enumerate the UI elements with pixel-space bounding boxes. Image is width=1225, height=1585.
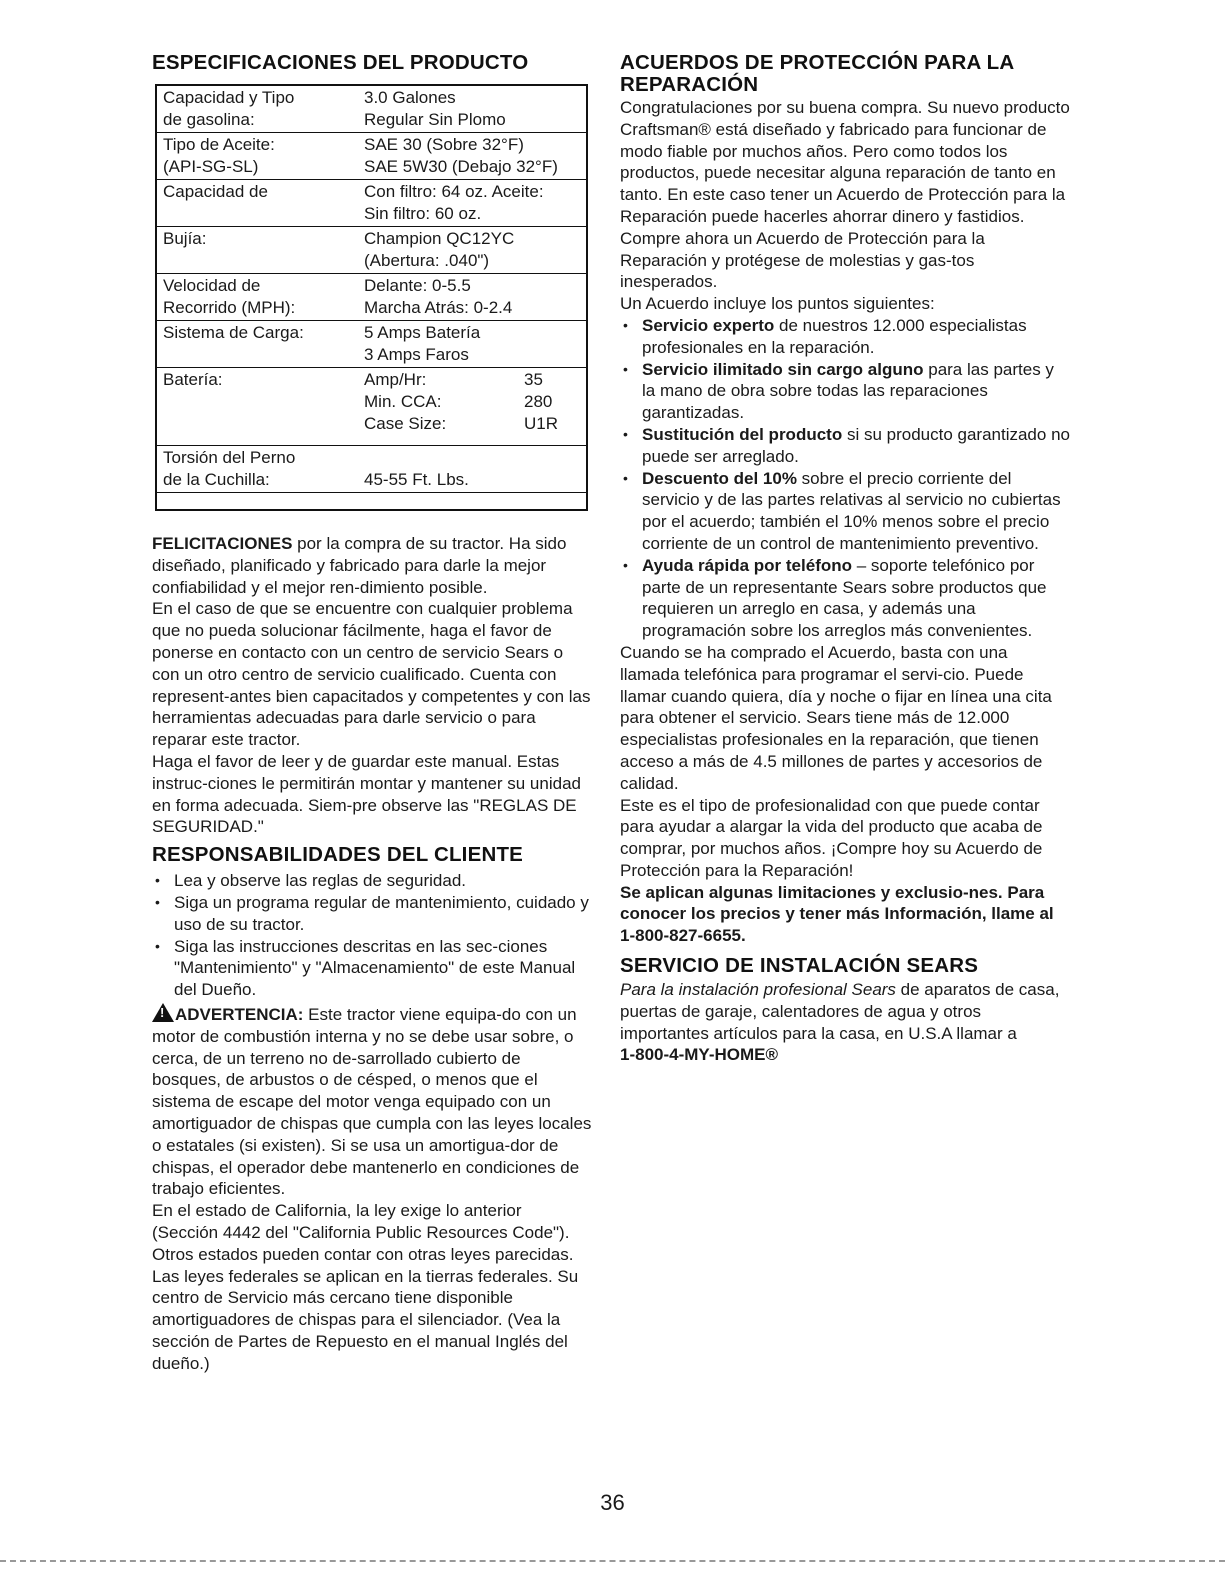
- spec-title: ESPECIFICACIONES DEL PRODUCTO: [152, 51, 529, 74]
- responsibilities-list: [152, 870, 592, 1001]
- table-row: [156, 368, 587, 446]
- right-column: [620, 52, 1070, 1066]
- install-paragraph: [620, 979, 1070, 1044]
- page-number: 36: [600, 1490, 625, 1515]
- warning-text: Este tractor viene equipa-do con un motor de combustión interna y no se debe usar sobre, o cerca, de un terreno no de-sarrollado cubierto de bosques, de arbustos o de césped, o menos que el sistema de escape del motor venga equipado con un amortiguador de chispas que cumpla con las leyes locales o estatales (si existen). Si se usa un amortigua-dor de chispas, el operador debe mantenerlo en condiciones de trabajo eficientes.: [152, 1004, 592, 1199]
- spec-value-line: Marcha Atrás: 0-2.4: [364, 298, 513, 317]
- battery-item-name: Min. CCA:: [364, 392, 442, 411]
- battery-item-value: U1R: [524, 414, 559, 433]
- spec-value: [358, 227, 587, 274]
- battery-item-name: Amp/Hr:: [364, 370, 427, 389]
- spec-label-line: Sistema de Carga:: [163, 323, 304, 342]
- spec-label: [156, 446, 358, 493]
- protection-more-text: [620, 642, 1070, 947]
- spec-label: [156, 368, 358, 446]
- bullet-lead: Sustitución del producto: [642, 424, 843, 444]
- bullet-text: para las partes y la mano de obra sobre todas las reparaciones garantizadas.: [642, 359, 1054, 423]
- install-italic: Para la instalación profesional Sears: [620, 980, 896, 1000]
- intro-text: [152, 533, 592, 838]
- table-row: [156, 493, 587, 511]
- spec-label-line: de gasolina:: [163, 110, 255, 129]
- spec-label-line: Recorrido (MPH):: [163, 298, 296, 317]
- battery-item: [364, 413, 586, 435]
- spec-label: [156, 85, 358, 133]
- list-item: [620, 468, 1070, 555]
- spec-label-line: Velocidad de: [163, 276, 261, 295]
- warning-triangle-icon: [152, 1003, 174, 1022]
- install-rest: de aparatos de casa, puertas de garaje, calentadores de agua y otros importantes artículos para la casa, en U.S.A llamar a: [620, 980, 1060, 1043]
- list-item: • Siga un programa regular de mantenimiento, cuidado y uso de su tractor.: [152, 892, 592, 936]
- warning-lead: ADVERTENCIA:: [175, 1004, 304, 1024]
- service-paragraph: En el caso de que se encuentre con cualquier problema que no pueda solucionar fácilmente, haga el favor de ponerse en contacto con un centro de servicio Sears o con un otro centro de servicio cualificado. Cuenta con represent-antes bien capacitados y competentes y con las herramientas adecuadas para darle servicio o para reparar este tractor.: [152, 599, 591, 750]
- install-title: SERVICIO DE INSTALACIÓN SEARS: [620, 954, 979, 978]
- install-text: [620, 979, 1070, 1066]
- bullet-text: – soporte telefónico por parte de un representante Sears sobre productos que requieren un arreglo en casa, y además una programación sobre los arreglos más convenientes.: [642, 555, 1047, 641]
- spec-label-line: Capacidad y Tipo: [163, 88, 295, 107]
- list-item: • Siga las instrucciones descritas en las sec-ciones "Mantenimiento" y "Almacenamiento" de este Manual del Dueño.: [152, 936, 592, 1001]
- bullet-text: de nuestros 12.000 especialistas profesionales en la reparación.: [642, 315, 1027, 357]
- battery-item: [364, 391, 586, 413]
- spec-value-line: 5 Amps Batería: [364, 323, 481, 342]
- warning-block: [152, 1003, 592, 1375]
- spec-label-line: Tipo de Aceite:: [163, 135, 275, 154]
- table-row: [156, 274, 587, 321]
- spec-label-line: (API-SG-SL): [163, 157, 259, 176]
- spec-label-line: Capacidad de: [163, 182, 268, 201]
- felicitaciones-lead: FELICITACIONES: [152, 534, 293, 553]
- bullet-text: sobre el precio corriente del servicio y de las partes relativas al servicio no cubiertas por el acuerdo; también el 10% menos sobre el precio corriente de un control de mantenimiento preventivo.: [642, 468, 1061, 553]
- battery-item: [364, 369, 586, 391]
- protection-para-4: Cuando se ha comprado el Acuerdo, basta con una llamada telefónica para programar el servi-cio. Puede llamar cuando quiera, día y noche o fijar en línea una cita para obtener el servicio. Sears tiene más de 12.000 especialistas profesionales en la reparación, que tienen acceso a más de 4.5 millones de partes y accesorios de calidad.: [620, 642, 1052, 793]
- spec-value-line: SAE 5W30 (Debajo 32°F): [364, 157, 558, 176]
- bottom-divider: [0, 1560, 1225, 1562]
- spec-label: [156, 133, 358, 180]
- spec-value-line: 3 Amps Faros: [364, 345, 469, 364]
- bullet-lead: Servicio ilimitado sin cargo alguno: [642, 359, 924, 379]
- spec-value: [358, 446, 587, 493]
- manual-paragraph: Haga el favor de leer y de guardar este manual. Estas instruc-ciones le permitirán montar y mantener su unidad en forma adecuada. Siem-pre observe las "REGLAS DE SEGURIDAD.": [152, 751, 581, 837]
- battery-item-name: Case Size:: [364, 414, 447, 433]
- spec-label: [156, 274, 358, 321]
- spec-value: [358, 180, 587, 227]
- bullet-lead: Descuento del 10%: [642, 468, 797, 488]
- spec-label-line: de la Cuchilla:: [163, 470, 270, 489]
- spec-label-line: Torsión del Perno: [163, 448, 296, 467]
- spec-value: [358, 133, 587, 180]
- spec-table: [155, 84, 588, 511]
- protection-intro: Congratulaciones por su buena compra. Su nuevo producto Craftsman® está diseñado y fabricado para funcionar de modo fiable por muchos años. Pero como todos los productos, puede necesitar alguna reparación de tanto en tanto. En este caso tener un Acuerdo de Protección para la Reparación puede hacerles ahorrar dinero y fastidios.: [620, 98, 1070, 226]
- battery-item-value: 35: [524, 370, 543, 389]
- responsibilities-title: RESPONSABILIDADES DEL CLIENTE: [152, 843, 524, 867]
- list-item: [620, 424, 1070, 468]
- protection-text: [620, 97, 1070, 315]
- spec-value-line: Regular Sin Plomo: [364, 110, 506, 129]
- protection-bullets: [620, 315, 1070, 642]
- spec-value-line: (Abertura: .040"): [364, 251, 490, 270]
- list-item: [620, 359, 1070, 424]
- list-item: • Lea y observe las reglas de seguridad.: [152, 870, 592, 892]
- spec-value: [358, 274, 587, 321]
- spec-label: [156, 227, 358, 274]
- protection-para-2: Compre ahora un Acuerdo de Protección para la Reparación y protégese de molestias y gas-tos inesperados.: [620, 228, 985, 292]
- protection-title: ACUERDOS DE PROTECCIÓN PARA LA REPARACIÓN: [620, 51, 1014, 96]
- felicitaciones-paragraph: [152, 533, 592, 598]
- warning-paragraph: [152, 1003, 592, 1200]
- felicitaciones-text: por la compra de su tractor. Ha sido diseñado, planificado y fabricado para darle la mejor confiabilidad y el mejor ren-dimiento posible.: [152, 534, 567, 597]
- spec-value-line: Delante: 0-5.5: [364, 276, 471, 295]
- spec-label: [156, 321, 358, 368]
- spec-label: [156, 180, 358, 227]
- spec-value-line: 3.0 Galones: [364, 88, 456, 107]
- spec-value-line: Con filtro: 64 oz. Aceite:: [364, 182, 544, 201]
- spec-label-line: Batería:: [163, 370, 223, 389]
- spec-value: [358, 368, 587, 446]
- bullet-lead: Servicio experto: [642, 315, 775, 335]
- table-row: [156, 180, 587, 227]
- protection-para-3: Un Acuerdo incluye los puntos siguientes:: [620, 294, 935, 314]
- california-paragraph: En el estado de California, la ley exige lo anterior (Sección 4442 del "California Public Resources Code"). Otros estados pueden contar con otras leyes parecidas. Las leyes federales se aplican en la tierras federales. Su centro de Servicio más cercano tiene disponible amortiguadores de chispas para el silenciador. (Vea la sección de Partes de Repuesto en el manual Inglés del dueño.): [152, 1201, 579, 1373]
- left-column: [152, 52, 592, 1374]
- table-row: [156, 133, 587, 180]
- table-row: [156, 321, 587, 368]
- table-row: [156, 227, 587, 274]
- install-phone: 1-800-4-MY-HOME®: [620, 1045, 779, 1065]
- spec-value-line: 45-55 Ft. Lbs.: [364, 470, 469, 489]
- spec-value: [358, 85, 587, 133]
- table-row: [156, 446, 587, 493]
- protection-para-5: Este es el tipo de profesionalidad con que puede contar para ayudar a alargar la vida del producto que acaba de comprar, por muchos años. ¡Compre hoy su Acuerdo de Protección para la Reparación!: [620, 795, 1043, 880]
- spec-label-line: Bujía:: [163, 229, 207, 248]
- bullet-lead: Ayuda rápida por teléfono: [642, 555, 853, 575]
- spec-value-line: Champion QC12YC: [364, 229, 515, 248]
- table-row: [156, 85, 587, 133]
- limitations-note: Se aplican algunas limitaciones y exclusio-nes. Para conocer los precios y tener más Información, llame al 1-800-827-6655.: [620, 882, 1054, 946]
- spec-value: [358, 321, 587, 368]
- battery-item-value: 280: [524, 392, 553, 411]
- spec-value-line: Sin filtro: 60 oz.: [364, 204, 482, 223]
- list-item: [620, 315, 1070, 359]
- bullet-text: si su producto garantizado no puede ser arreglado.: [642, 424, 1070, 466]
- spec-value-line: SAE 30 (Sobre 32°F): [364, 135, 524, 154]
- list-item: [620, 555, 1070, 642]
